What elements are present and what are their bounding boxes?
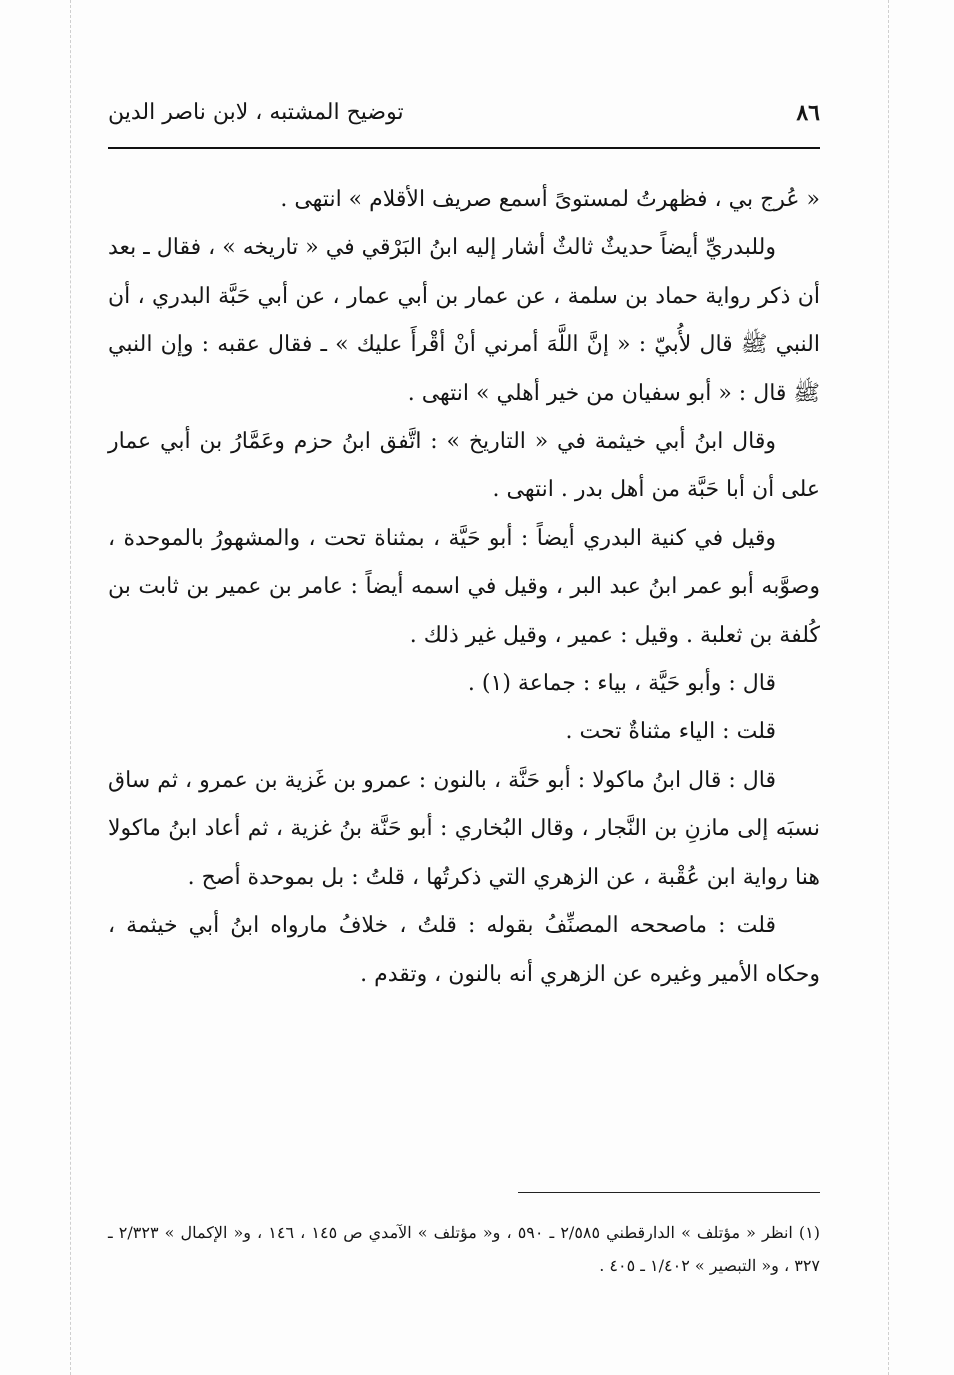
paragraph: وقيل في كنية البدري أيضاً : أبو حَيَّة ، بمثناة تحت ، والمشهورُ بالموحدة ، وصوَّبه أبو عمر ابنُ عبد البر ، وقيل في اسمه أيضاً : عامر بن عمير بن ثابت بن كُلفة بن ثعلبة . وقيل : عمير ، وقيل غير ذلك . — [108, 525, 820, 648]
scan-guide-line-left — [70, 0, 71, 1375]
paragraph: قال : وأبو حَيَّة ، بياء : جماعة (١) . — [467, 671, 776, 697]
footnotes — [108, 1216, 820, 1282]
paragraph: قلت : الياء مثناةٌ تحت . — [565, 719, 776, 745]
footnote: (١) انظر « مؤتلف » الدارقطني ٢/٥٨٥ ـ ٥٩٠ ، و« مؤتلف » الآمدي ص ١٤٥ ، ١٤٦ ، و« الإكمال » ٢/٣٢٣ ـ ٣٢٧ ، و« التبصير » ١/٤٠٢ ـ ٤٠٥ . — [108, 1223, 821, 1275]
paragraph: قلت : ماصححه المصنِّفُ بقوله : قلتُ ، خلافُ مارواه ابنُ أبي خيثمة ، وحكاه الأمير وغيره عن الزهري أنه بالنون ، وتقدم . — [108, 913, 820, 987]
header-rule — [108, 147, 820, 149]
page-number: ٨٦ — [796, 100, 820, 126]
main-text — [108, 176, 820, 999]
paragraph: « عُرج بي ، فظهرتُ لمستوىً أسمع صريف الأقلام » انتهى . — [280, 187, 820, 212]
paragraph: وقال ابنُ أبي خيثمة في « التاريخ » : اتَّفق ابنُ حزم وعَمَّارُ بن أبي عمار على أن أبا حَبَّة من أهل بدر . انتهى . — [108, 429, 820, 503]
running-title: توضيح المشتبه ، لابن ناصر الدين — [108, 100, 404, 125]
footnote-separator — [518, 1192, 820, 1193]
paragraph: وللبدريِّ أيضاً حديثٌ ثالثٌ أشار إليه ابنُ البَرْقي في « تاريخه » ، فقال ـ بعد أن ذكر رواية حماد بن سلمة ، عن عمار بن أبي عمار ، عن أبي حَبَّة البدري ، أن النبي ﷺ قال لأُبيّ : « إنَّ اللَّهَ أمرني أنْ أقْرأَ عليك » ـ فقال عقبه : وإن النبي ﷺ قال : « أبو سفيان من خير أهلي » انتهى . — [108, 235, 820, 406]
page-header — [108, 100, 820, 140]
paragraph: قال : قال ابنُ ماكولا : أبو حَنَّة ، بالنون : عمرو بن غَزية بن عمرو ، ثم ساق نسبَه إلى مازنِ بن النَّجار ، وقال البُخاري : أبو حَنَّة بنُ غزية ، ثم أعاد ابنُ ماكولا هنا رواية ابن عُقْبة ، عن الزهري التي ذكرتُها ، قلتُ : بل بموحدة أصح . — [108, 767, 820, 890]
scan-guide-line-right — [888, 0, 889, 1375]
